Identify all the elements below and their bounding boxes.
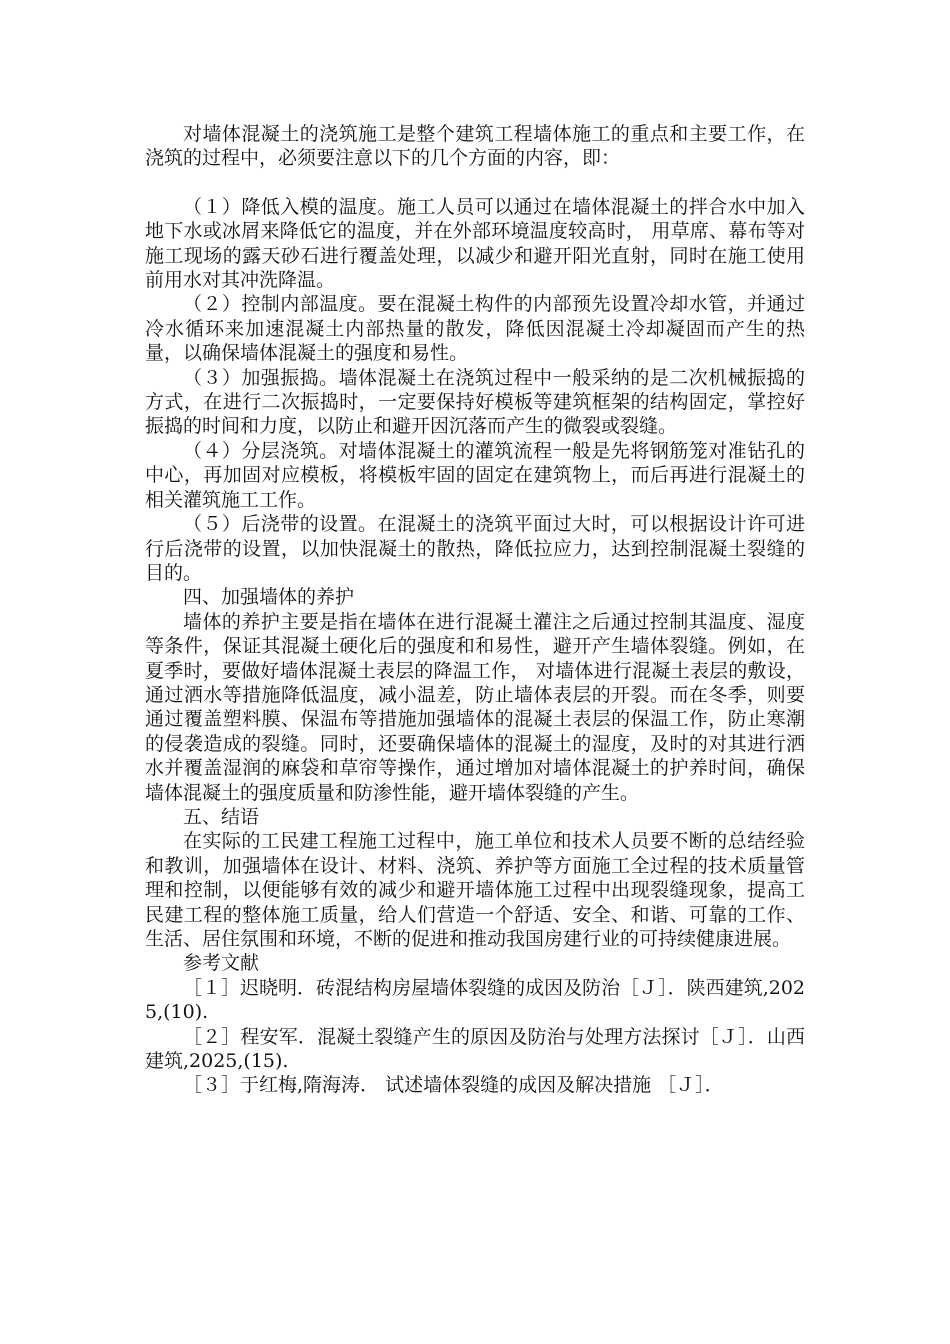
- section-5-body: 在实际的工民建工程施工过程中，施工单位和技术人员要不断的总结经验和教训，加强墙体在设计、材料、浇筑、养护等方面施工全过程的技术质量管理和控制，以便能够有效的减少和避开墙体施工过程中出现裂缝现象，提高工民建工程的整体施工质量，给人们营造一个舒适、安全、和谐、可靠的工作、生活、居住氛围和环境，不断的促进和推动我国房建行业的可持续健康进展。: [145, 830, 805, 950]
- measure-item-5: （５）后浇带的设置。在混凝土的浇筑平面过大时，可以根据设计许可进行后浇带的设置，以加快混凝土的散热，降低拉应力，达到控制混凝土裂缝的目的。: [145, 513, 805, 584]
- measure-item-2: （２）控制内部温度。要在混凝土构件的内部预先设置冷却水管，并通过冷水循环来加速混凝土内部热量的散发，降低因混凝土冷却凝固而产生的热量，以确保墙体混凝土的强度和易性。: [145, 293, 805, 365]
- section-4-body: 墙体的养护主要是指在墙体在进行混凝土灌注之后通过控制其温度、湿度等条件，保证其混凝土硬化后的强度和和易性，避开产生墙体裂缝。例如，在夏季时，要做好墙体混凝土表层的降温工作， 对墙体进行混凝土表层的敷设，通过洒水等措施降低温度，减小温差，防止墙体表层的开裂。而在冬季，则要通过覆盖塑料膜、保温布等措施加强墙体的混凝土表层的保温工作，防止寒潮的侵袭造成的裂缝。同时，还要确保墙体的混凝土的湿度，及时的对其进行洒水并覆盖湿润的麻袋和草帘等操作，通过增加对墙体混凝土的护养时间，确保墙体混凝土的强度质量和防渗性能，避开墙体裂缝的产生。: [145, 610, 805, 804]
- section-4-heading: 四、加强墙体的养护: [183, 586, 355, 609]
- measure-item-1: （１）降低入模的温度。施工人员可以通过在墙体混凝土的拌合水中加入地下水或冰屑来降低它的温度，并在外部环境温度较高时， 用草席、幕布等对施工现场的露天砂石进行覆盖处理，以减少和避开阳光直射，同时在施工使用前用水对其冲洗降温。: [145, 195, 805, 292]
- section-5-heading: 五、结语: [183, 805, 260, 828]
- measure-item-3: （３）加强振捣。墙体混凝土在浇筑过程中一般采纳的是二次机械振捣的方式，在进行二次振捣时，一定要保持好模板等建筑框架的结构固定，掌控好振捣的时间和力度，以防止和避开因沉落而产生的微裂或裂缝。: [145, 366, 805, 438]
- document-page: [145, 122, 805, 1098]
- reference-item-1: ［１］迟晓明．砖混结构房屋墙体裂缝的成因及防治［Ｊ］．陕西建筑,2025,(10).: [145, 976, 805, 1024]
- reference-item-3: ［３］于红梅,隋海涛． 试述墙体裂缝的成因及解决措施 ［Ｊ］．: [183, 1074, 724, 1097]
- references-heading: 参考文献: [183, 952, 260, 975]
- measure-item-4: （４）分层浇筑。对墙体混凝土的灌筑流程一般是先将钢筋笼对准钻孔的中心，再加固对应模板，将模板牢固的固定在建筑物上，而后再进行混凝土的相关灌筑施工工作。: [145, 439, 805, 511]
- paragraph-spacer: [145, 171, 805, 195]
- intro-paragraph: 对墙体混凝土的浇筑施工是整个建筑工程墙体施工的重点和主要工作，在浇筑的过程中，必须要注意以下的几个方面的内容，即：: [145, 123, 805, 170]
- reference-item-2: ［２］程安军．混凝土裂缝产生的原因及防治与处理方法探讨［Ｊ］．山西建筑,2025,(15).: [145, 1025, 805, 1073]
